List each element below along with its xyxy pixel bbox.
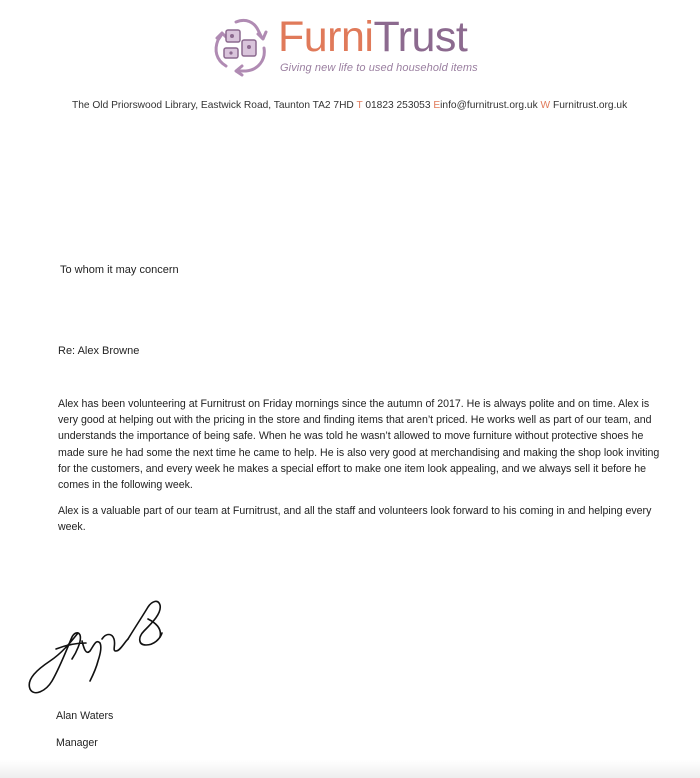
body-paragraph-1: Alex has been volunteering at Furnitrust on Friday mornings since the autumn of 2017. He is always polite and on time. Alex is very good at helping out with the pricing in the store and finding items that aren’t priced. He works well as part of our team, and understands the importance of being safe. When he was told he wasn’t allowed to move furniture without protective shoes he made sure he had some the next time he came to help. He is also very good at merchandising and making the shop look inviting for the customers, and every week he makes a special effort to make one item look appealing, and we always sell it before he comes in the following week. [58,398,660,492]
phone-number: 01823 253053 [365,100,431,111]
subject-line: Re: Alex Browne [58,345,140,357]
phone-key: T [356,100,363,111]
handwritten-signature [20,593,190,703]
brand-name-part1: Furni [278,13,374,61]
brand-name-part2: Trust [373,13,468,61]
salutation: To whom it may concern [60,264,179,276]
brand-tagline: Giving new life to used household items [280,62,478,74]
contact-line [72,100,627,111]
web-key: W [540,100,551,111]
email-key: E [433,100,441,111]
website: Furnitrust.org.uk [553,100,628,111]
address: The Old Priorswood Library, Eastwick Road, Taunton TA2 7HD [72,100,354,111]
scan-edge-shadow [0,760,700,778]
signer-title: Manager [56,737,98,749]
signer-name: Alan Waters [56,710,114,722]
body-paragraph-2: Alex is a valuable part of our team at Furnitrust, and all the staff and volunteers look forward to his coming in and helping every week. [58,505,652,534]
recycle-furniture-icon [208,14,274,78]
email-address: info@furnitrust.org.uk [440,100,538,111]
brand-name [278,12,467,62]
furnitrust-logo [208,12,508,82]
